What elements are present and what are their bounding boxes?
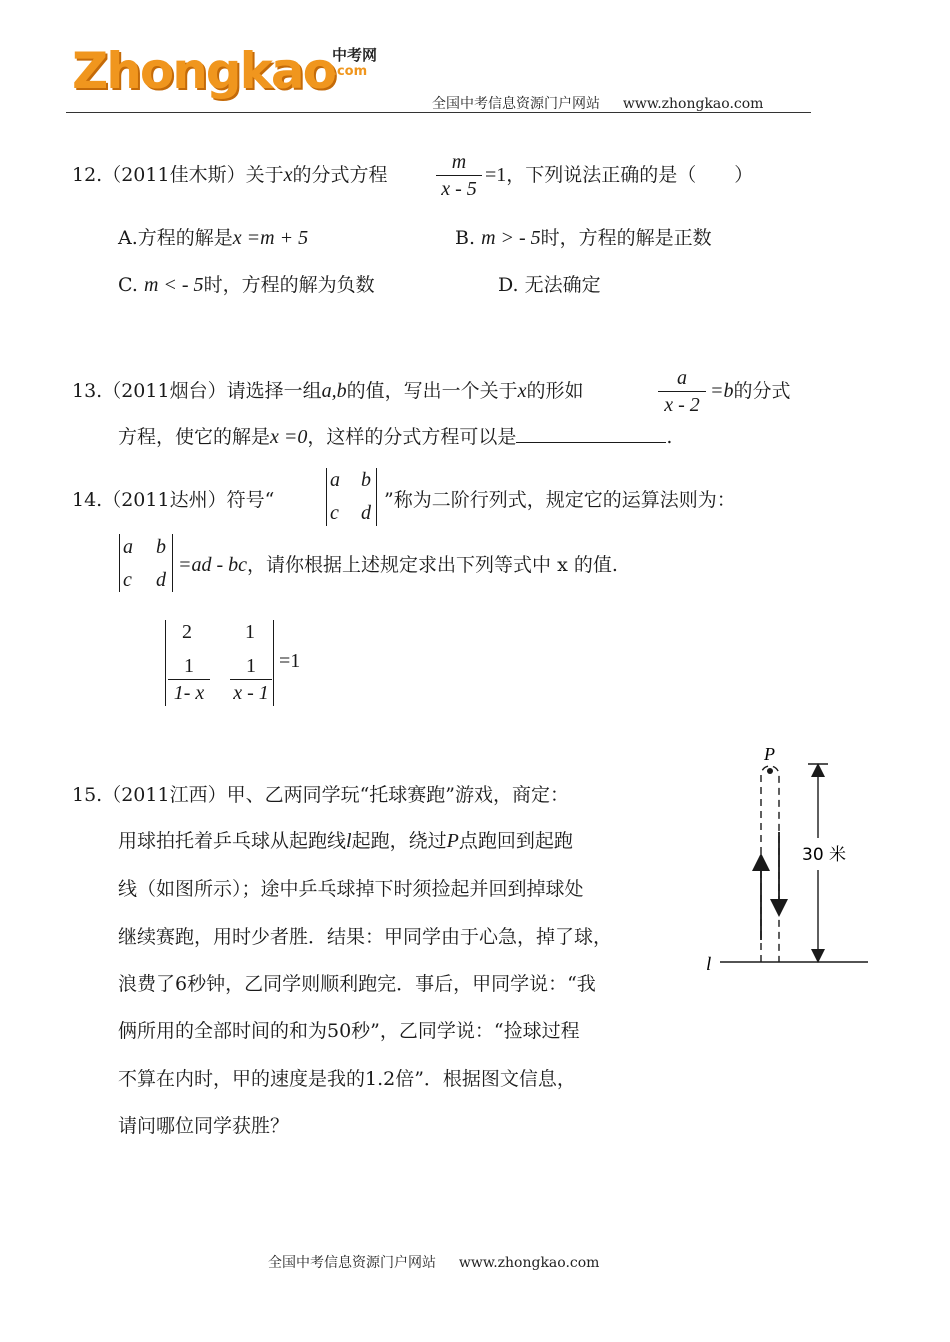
q15-line-2 <box>118 829 573 853</box>
q12-option-b-text: 时，方程的解是正数 <box>540 227 712 249</box>
q14-matrix-left-bar <box>326 468 327 526</box>
q12-frac-num: m <box>451 151 467 173</box>
header-site-name: 全国中考信息资源门户网站 <box>432 96 600 112</box>
q12-suffix: ，下列说法正确的是（ ） <box>506 164 754 186</box>
q14-det-bl-bar <box>168 679 210 680</box>
q13-line2-math: x =0 <box>270 426 308 448</box>
footer-site-info <box>268 1252 599 1272</box>
q14-det-br-bar <box>230 679 272 680</box>
q13-line2 <box>118 424 672 449</box>
q14-rule-text: ，请你根据上述规定求出下列等式中 x 的值. <box>247 554 618 576</box>
fig-label-l: l <box>706 954 712 975</box>
zhongkao-logo[interactable] <box>70 40 400 112</box>
logo-cn-text: 中考网 <box>332 46 378 64</box>
q13-line2-a: 方程，使它的解是 <box>118 426 271 448</box>
q14-rule-b: b <box>156 536 166 558</box>
q12-option-c-math: m < - 5 <box>143 274 204 296</box>
q12-frac-den: x - 5 <box>441 178 477 200</box>
q12-option-c[interactable] <box>118 273 375 297</box>
q12-option-a[interactable] <box>118 226 308 250</box>
q13-line2-b: ，这样的分式方程可以是 <box>307 426 517 448</box>
point-p-dot <box>767 768 773 774</box>
q13-stem-right <box>710 379 791 403</box>
q14-det-br-den: x - 1 <box>233 682 269 704</box>
q13-t1: 的值，写出一个关于 <box>346 380 518 402</box>
q13-line2-end: . <box>666 426 673 448</box>
q12-eq: =1 <box>485 164 507 186</box>
q15-line-2-a: 用球拍托着乒乓球从起跑线 <box>118 830 347 852</box>
q12-fraction <box>436 150 482 201</box>
q15-line-2-end: 点跑回到起跑 <box>458 830 573 852</box>
q13-frac-den: x - 2 <box>664 394 700 416</box>
q13-prefix: 13.（2011烟台）请选择一组 <box>72 380 322 402</box>
q13-frac-bar <box>658 391 706 392</box>
q15-track-figure <box>700 740 880 980</box>
logo-text: Zhongkao <box>72 42 335 100</box>
q15-line-2-mid: 起跑，绕过 <box>351 830 447 852</box>
q15-line-5: 浪费了6秒钟，乙同学则顺利跑完．事后，甲同学说：“我 <box>118 973 596 995</box>
q15-line-1: 15.（2011江西）甲、乙两同学玩“托球赛跑”游戏，商定： <box>72 784 569 806</box>
q13-answer-blank[interactable] <box>516 424 666 443</box>
q14-prefix: 14.（2011达州）符号“ <box>72 489 275 511</box>
q14-det-bl-den: 1- x <box>173 682 205 704</box>
q12-stem-right <box>485 163 753 187</box>
q13-stem-left <box>72 379 584 403</box>
q14-suffix: ”称为二阶行列式，规定它的运算法则为： <box>384 489 736 511</box>
q14-det-top-right: 1 <box>245 621 255 643</box>
q13-t2: 的形如 <box>526 380 584 402</box>
q14-det-br-num: 1 <box>246 655 256 677</box>
q12-option-a-label: A.方程的解是 <box>118 227 233 249</box>
q14-det-bottom-left <box>168 654 210 705</box>
q14-det-right-bar <box>273 620 274 706</box>
q14-det-bl-num: 1 <box>184 655 194 677</box>
q14-rule-right-bar <box>172 534 173 592</box>
q12-frac-bar <box>436 175 482 176</box>
q14-det-bottom-right <box>230 654 272 705</box>
fig-label-distance: 30 米 <box>802 845 847 865</box>
q14-rule-c: c <box>123 569 132 591</box>
q12-var-x: x <box>283 164 293 186</box>
q14-det-left-bar <box>165 620 166 706</box>
q13-x: x <box>517 380 527 402</box>
q12-option-c-text: 时，方程的解为负数 <box>203 274 375 296</box>
q13-eqb: =b <box>710 380 734 402</box>
q14-matrix-right-bar <box>376 468 377 526</box>
track-outer <box>761 766 779 962</box>
q15-line-8: 请问哪位同学获胜？ <box>118 1115 290 1137</box>
q14-rule-left-bar <box>119 534 120 592</box>
logo-com-text: .com <box>332 64 368 79</box>
q13-ab: a,b <box>321 380 347 402</box>
q14-m-d: d <box>361 502 371 524</box>
q14-rule-a: a <box>123 536 133 558</box>
header-site-url[interactable]: www.zhongkao.com <box>622 96 764 112</box>
header-divider <box>66 112 811 113</box>
q15-line-6: 俩所用的全部时间的和为50秒”，乙同学说：“捡球过程 <box>118 1020 580 1042</box>
q15-line-2-P: P <box>446 830 459 852</box>
q12-option-a-math: x =m + 5 <box>232 227 309 249</box>
q15-line-2-l: l <box>346 830 352 852</box>
q14-rule-line <box>178 553 618 577</box>
q15-line-7: 不算在内时，甲的速度是我的1.2倍”．根据图文信息， <box>118 1068 576 1090</box>
q12-option-d[interactable]: D. 无法确定 <box>498 274 601 296</box>
q13-frac-num: a <box>677 367 687 389</box>
header-site-info <box>432 93 763 113</box>
q14-rule-math: =ad - bc <box>178 554 248 576</box>
q12-option-b[interactable] <box>455 226 712 250</box>
q12-option-b-label: B. <box>455 227 476 249</box>
footer-site-name: 全国中考信息资源门户网站 <box>268 1255 436 1271</box>
q14-det-eq: =1 <box>279 650 301 672</box>
q14-m-b: b <box>361 469 371 491</box>
q14-m-a: a <box>330 469 340 491</box>
q14-det-top-left: 2 <box>182 621 192 643</box>
fig-label-P: P <box>764 744 775 764</box>
footer-site-url[interactable]: www.zhongkao.com <box>458 1255 600 1271</box>
q12-stem-left <box>72 163 387 187</box>
q14-m-c: c <box>330 502 339 524</box>
q12-prefix: 12.（2011佳木斯）关于 <box>72 164 284 186</box>
q15-line-3: 线（如图所示）；途中乒乓球掉下时须捡起并回到掉球处 <box>118 878 584 900</box>
q14-rule-d: d <box>156 569 166 591</box>
q12-option-c-label: C. <box>118 274 138 296</box>
q12-mid: 的分式方程 <box>292 164 388 186</box>
q13-fraction <box>658 366 706 417</box>
q15-line-4: 继续赛跑，用时少者胜．结果：甲同学由于心急，掉了球， <box>118 926 613 948</box>
q12-option-b-math: m > - 5 <box>481 227 541 249</box>
q13-t3: 的分式 <box>733 380 791 402</box>
